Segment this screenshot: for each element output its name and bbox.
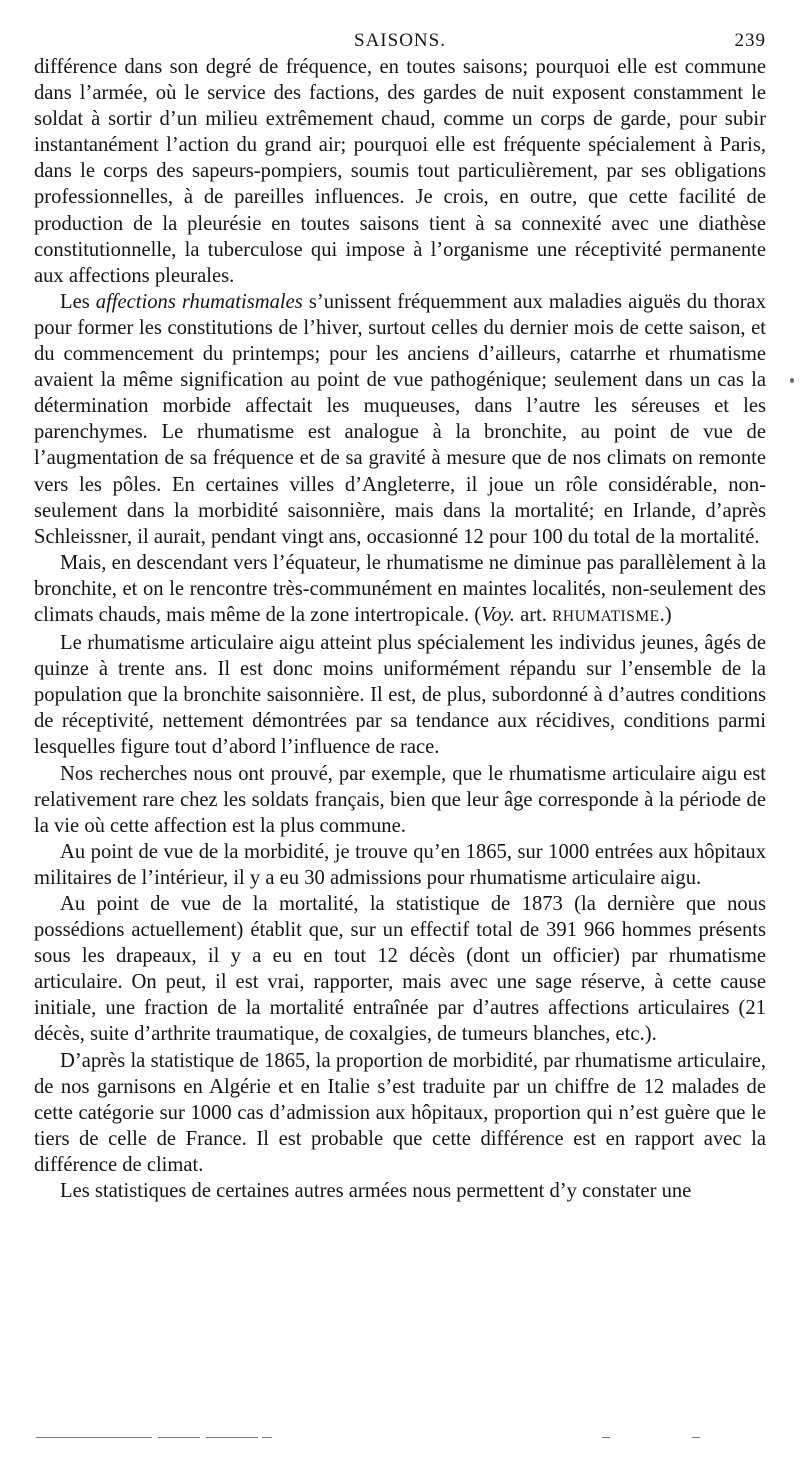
body-text: [34, 54, 766, 1204]
paragraph-p7: [34, 891, 766, 1048]
paragraph-p6: [34, 839, 766, 891]
paragraph-p2: [34, 289, 766, 550]
italic-text: Voy.: [481, 603, 515, 626]
paragraph-p5: [34, 761, 766, 839]
paragraph-text: Au point de vue de la morbidité, je trouve qu’en 1865, sur 1000 entrées aux hôpitaux militaires de l’intérieur, il y a eu 30 admissions pour rhumatisme articulaire aigu.: [34, 840, 766, 889]
paragraph-text: art.: [514, 603, 553, 626]
paragraph-text: Les: [60, 290, 96, 313]
book-page: [34, 22, 766, 1204]
paragraph-text: D’après la statistique de 1865, la proportion de morbidité, par rhumatisme articulaire, de nos garnisons en Algérie et en Italie s’est traduite par un chiffre de 12 malades de cette catégorie sur 1000 cas d’admission aux hôpitaux, proportion qui n’est guère que le tiers de celle de France. Il est probable que cette différence est en rapport avec la différence de climat.: [34, 1049, 766, 1176]
paragraph-text: Au point de vue de la mortalité, la statistique de 1873 (la dernière que nous possédions actuellement) établit que, sur un effectif total de 391 966 hommes présents sous les drapeaux, il y a eu en tout 12 décès (dont un officier) par rhumatisme articulaire. On peut, il est vrai, rapporter, mais avec une sage réserve, à cette cause initiale, une fraction de la mortalité entraînée par d’autres affections articulaires (21 décès, suite d’arthrite traumatique, de coxalgies, de tumeurs blanches, etc.).: [34, 893, 766, 1046]
paragraph-p1: [34, 54, 766, 289]
running-title: SAISONS.: [354, 30, 446, 51]
paragraph-p3: [34, 550, 766, 630]
paragraph-text: Nos recherches nous ont prouvé, par exemple, que le rhumatisme articulaire aigu est relativement rare chez les soldats français, bien que leur âge corresponde à la période de la vie où cette affection est la plus commune.: [34, 762, 766, 837]
paragraph-text: Les statistiques de certaines autres armées nous permettent d’y constater une: [60, 1180, 692, 1203]
small-caps-text: RHUMATISME: [552, 607, 660, 625]
paragraph-text: .): [659, 603, 672, 626]
paragraph-text: Le rhumatisme articulaire aigu atteint plus spécialement les individus jeunes, âgés de quinze à trente ans. Il est donc moins uniformément répandu sur l’ensemble de la population que la bronchite saisonnière. Il est, de plus, subordonné à d’autres conditions de réceptivité, nettement démontrées par sa tendance aux récidives, conditions parmi lesquelles figure tout d’abord l’influence de race.: [34, 632, 766, 759]
italic-text: affections rhumatismales: [95, 290, 303, 313]
page-number: 239: [734, 30, 766, 51]
paragraph-text: s’unissent fréquemment aux maladies aiguës du thorax pour former les constitutions de l’hiver, surtout celles du dernier mois de cette saison, et du commencement du printemps; pour les anciens d’ailleurs, catarrhe et rhumatisme avaient la même signification au point de vue pathogénique; seulement dans un cas la détermination morbide affectait les muqueuses, dans l’autre les séreuses et les parenchymes. Le rhumatisme est analogue à la bronchite, au point de vue de l’augmentation de sa fréquence et de sa gravité à mesure que de nos climats on remonte vers les pôles. En certaines villes d’Angleterre, il joue un rôle considérable, non-seulement dans la morbidité saisonnière, mais dans la mortalité; en Irlande, d’après Schleissner, il aurait, pendant vingt ans, occasionné 12 pour 100 du total de la mortalité.: [34, 290, 766, 548]
paragraph-p4: [34, 630, 766, 760]
paragraph-text: Mais, en descendant vers l’équateur, le rhumatisme ne diminue pas parallèlement à la bronchite, et on le rencontre très-communément en maintes localités, non-seulement des climats chauds, mais même de la zone intertropicale. (: [34, 551, 766, 626]
stray-ink-mark: [790, 378, 794, 383]
bottom-margin-marks: [36, 1437, 762, 1441]
paragraph-p8: [34, 1048, 766, 1178]
running-header: [34, 22, 766, 58]
paragraph-text: différence dans son degré de fréquence, en toutes saisons; pourquoi elle est commune dans l’armée, où le service des factions, des gardes de nuit exposent constamment le soldat à sortir d’un milieu extrêmement chaud, comme un corps de garde, pour subir instantanément l’action du grand air; pourquoi elle est fréquente spécialement à Paris, dans le corps des sapeurs-pompiers, soumis tout particulièrement, par ses obligations professionnelles, à de pareilles influences. Je crois, en outre, que cette facilité de production de la pleurésie en toutes saisons tient à sa connexité avec une diathèse constitutionnelle, la tuberculose qui impose à l’organisme une réceptivité permanente aux affections pleurales.: [34, 56, 766, 287]
paragraph-p9: [34, 1178, 766, 1204]
